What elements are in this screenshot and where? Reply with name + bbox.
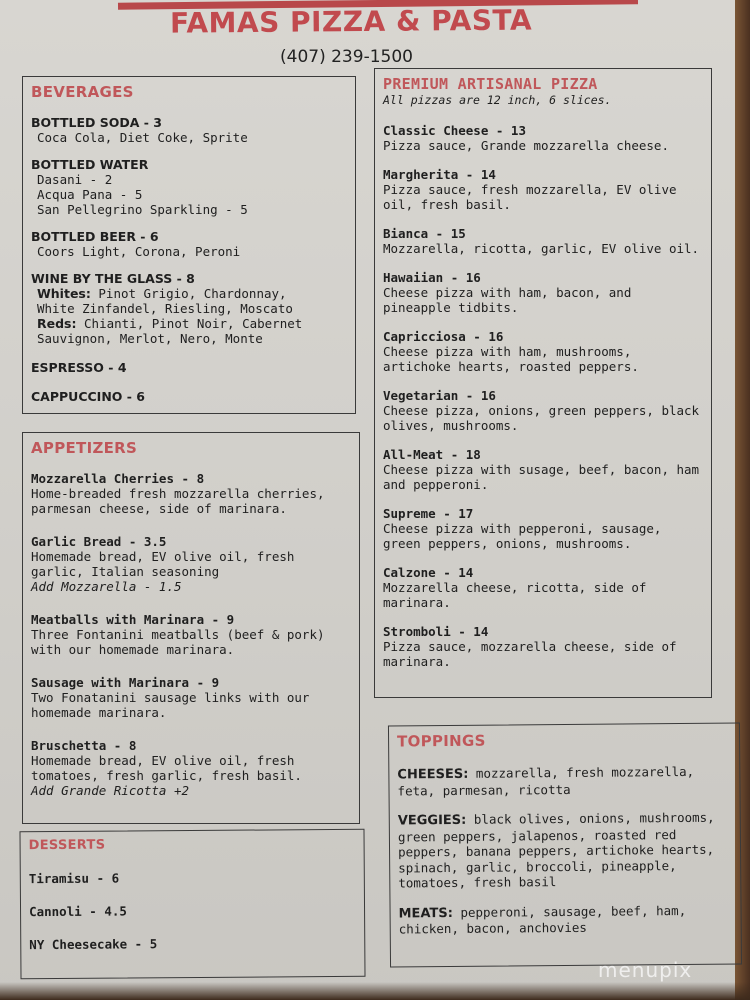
item-desc: Pizza sauce, mozzarella cheese, side of	[383, 639, 677, 654]
topping-label: VEGGIES:	[397, 812, 467, 829]
item-name: Sausage with Marinara - 9	[31, 675, 220, 690]
section-subtitle: All pizzas are 12 inch, 6 slices.	[383, 93, 612, 107]
reds-list: Chianti, Pinot Noir, Cabernet	[76, 316, 303, 331]
item-name: All-Meat - 18	[383, 447, 481, 462]
menu-item	[31, 612, 351, 657]
item-desc: parmesan cheese, side of marinara.	[31, 501, 287, 516]
item-name: BOTTLED BEER - 6	[31, 229, 159, 244]
whites-list: Pinot Grigio, Chardonnay,	[90, 286, 287, 301]
topping-group-meats	[399, 902, 733, 937]
menu-item	[31, 271, 347, 346]
item-desc: Acqua Pana - 5	[37, 187, 143, 202]
item-name: Stromboli - 14	[383, 624, 489, 639]
section-title: DESSERTS	[28, 837, 106, 854]
menu-item	[31, 389, 347, 404]
item-name: Hawaiian - 16	[383, 270, 481, 285]
item-desc: Mozzarella cheese, ricotta, side of	[383, 580, 647, 595]
item-desc: marinara.	[383, 595, 451, 610]
menu-item	[383, 226, 703, 256]
item-desc: Mozzarella, ricotta, garlic, EV olive oil.	[383, 241, 700, 256]
topping-group-veggies	[398, 810, 733, 891]
item-desc: Cheese pizza with ham, mushrooms,	[383, 344, 632, 359]
item-desc: marinara.	[383, 654, 451, 669]
section-title: PREMIUM ARTISANAL PIZZA	[383, 75, 598, 93]
topping-list: spinach, garlic, broccoli, pineapple,	[398, 857, 677, 875]
menu-item	[383, 270, 703, 315]
section-title: BEVERAGES	[31, 83, 134, 101]
item-name: Calzone - 14	[383, 565, 474, 580]
menu-item	[383, 329, 703, 374]
item-desc: Home-breaded fresh mozzarella cherries,	[31, 486, 325, 501]
item-desc: homemade marinara.	[31, 705, 167, 720]
item-desc: tomatoes, fresh garlic, fresh basil.	[31, 768, 302, 783]
item-desc: Cheese pizza, onions, green peppers, black	[383, 403, 700, 418]
item-desc: Cheese pizza with susage, beef, bacon, ham	[383, 462, 700, 477]
whites-label: Whites:	[37, 286, 91, 301]
item-desc: Homemade bread, EV olive oil, fresh	[31, 549, 295, 564]
topping-list: chicken, bacon, anchovies	[398, 919, 587, 937]
dessert-item: NY Cheesecake - 5	[29, 936, 158, 953]
item-name: Meatballs with Marinara - 9	[31, 612, 235, 627]
item-name: Classic Cheese - 13	[383, 123, 526, 138]
item-desc: Cheese pizza with pepperoni, sausage,	[383, 521, 662, 536]
item-desc: Cheese pizza with ham, bacon, and	[383, 285, 632, 300]
menu-item	[31, 738, 351, 798]
item-desc: and pepperoni.	[383, 477, 489, 492]
item-desc	[31, 286, 347, 301]
topping-list: peppers, banana peppers, artichoke hearts,	[397, 841, 715, 860]
topping-list: green peppers, jalapenos, roasted red	[397, 826, 677, 844]
item-desc: artichoke hearts, roasted peppers.	[383, 359, 639, 374]
menu-item	[383, 565, 703, 610]
item-name: Bruschetta - 8	[31, 738, 137, 753]
menu-item	[383, 167, 703, 212]
dessert-item: Tiramisu - 6	[28, 870, 120, 887]
item-name: Supreme - 17	[383, 506, 474, 521]
item-note: Add Mozzarella - 1.5	[31, 579, 182, 594]
item-name: Vegetarian - 16	[383, 388, 496, 403]
topping-list: black olives, onions, mushrooms,	[466, 809, 715, 827]
beverages-section	[22, 76, 356, 414]
topping-list: tomatoes, fresh basil	[398, 874, 557, 891]
phone-number: (407) 239-1500	[280, 47, 413, 67]
item-note: Add Grande Ricotta +2	[31, 783, 190, 798]
item-name: BOTTLED WATER	[31, 157, 149, 172]
topping-group-cheeses	[397, 764, 731, 799]
menu-item	[31, 471, 351, 516]
menu-item	[31, 675, 351, 720]
item-desc: Three Fontanini meatballs (beef & pork)	[31, 627, 325, 642]
item-desc: pineapple tidbits.	[383, 300, 519, 315]
table-shadow	[0, 982, 750, 1000]
item-desc: olives, mushrooms.	[383, 418, 519, 433]
item-desc: Dasani - 2	[37, 172, 113, 187]
watermark-logo: menupix	[598, 958, 693, 982]
item-desc: Pizza sauce, Grande mozzarella cheese.	[383, 138, 669, 153]
item-desc: Two Fonatanini sausage links with our	[31, 690, 310, 705]
item-desc: Coca Cola, Diet Coke, Sprite	[37, 130, 248, 145]
dessert-item: Cannoli - 4.5	[28, 903, 127, 920]
item-desc: Sauvignon, Merlot, Nero, Monte	[37, 331, 263, 346]
menu-item	[31, 534, 351, 594]
reds-label: Reds:	[37, 316, 77, 331]
menu-item	[31, 229, 347, 259]
section-title: APPETIZERS	[31, 439, 138, 457]
menu-item	[383, 447, 703, 492]
menu-item	[383, 624, 703, 669]
item-name: Garlic Bread - 3.5	[31, 534, 167, 549]
appetizers-section	[22, 432, 360, 824]
item-name: BOTTLED SODA - 3	[31, 115, 162, 130]
pizza-section	[374, 68, 712, 698]
menu-item	[383, 388, 703, 433]
item-desc: Coors Light, Corona, Peroni	[37, 244, 241, 259]
item-desc: San Pellegrino Sparkling - 5	[37, 202, 248, 217]
item-desc: green peppers, onions, mushrooms.	[383, 536, 632, 551]
restaurant-title: FAMAS PIZZA & PASTA	[169, 3, 533, 40]
menu-item	[383, 123, 703, 153]
item-name: Margherita - 14	[383, 167, 496, 182]
topping-list: feta, parmesan, ricotta	[397, 781, 571, 798]
item-name: ESPRESSO - 4	[31, 360, 127, 375]
topping-label: CHEESES:	[397, 766, 469, 783]
item-desc: White Zinfandel, Riesling, Moscato	[37, 301, 293, 316]
item-desc: Pizza sauce, fresh mozzarella, EV olive	[383, 182, 677, 197]
item-name: Bianca - 15	[383, 226, 466, 241]
menu-item	[31, 360, 347, 375]
item-desc	[31, 316, 347, 331]
desserts-section	[19, 829, 365, 979]
menu-item	[383, 506, 703, 551]
item-name: Mozzarella Cherries - 8	[31, 471, 205, 486]
item-name: WINE BY THE GLASS - 8	[31, 271, 195, 286]
section-title: TOPPINGS	[397, 731, 486, 751]
item-desc: garlic, Italian seasoning	[31, 564, 220, 579]
topping-list: mozzarella, fresh mozzarella,	[468, 763, 695, 781]
toppings-section	[388, 722, 742, 967]
menu-item	[31, 157, 347, 217]
menu-item	[31, 115, 347, 145]
topping-list: pepperoni, sausage, beef, ham,	[452, 902, 687, 920]
item-desc: oil, fresh basil.	[383, 197, 511, 212]
item-desc: with our homemade marinara.	[31, 642, 235, 657]
item-name: Capricciosa - 16	[383, 329, 504, 344]
item-name: CAPPUCCINO - 6	[31, 389, 145, 404]
topping-label: MEATS:	[398, 905, 453, 921]
item-desc: Homemade bread, EV olive oil, fresh	[31, 753, 295, 768]
